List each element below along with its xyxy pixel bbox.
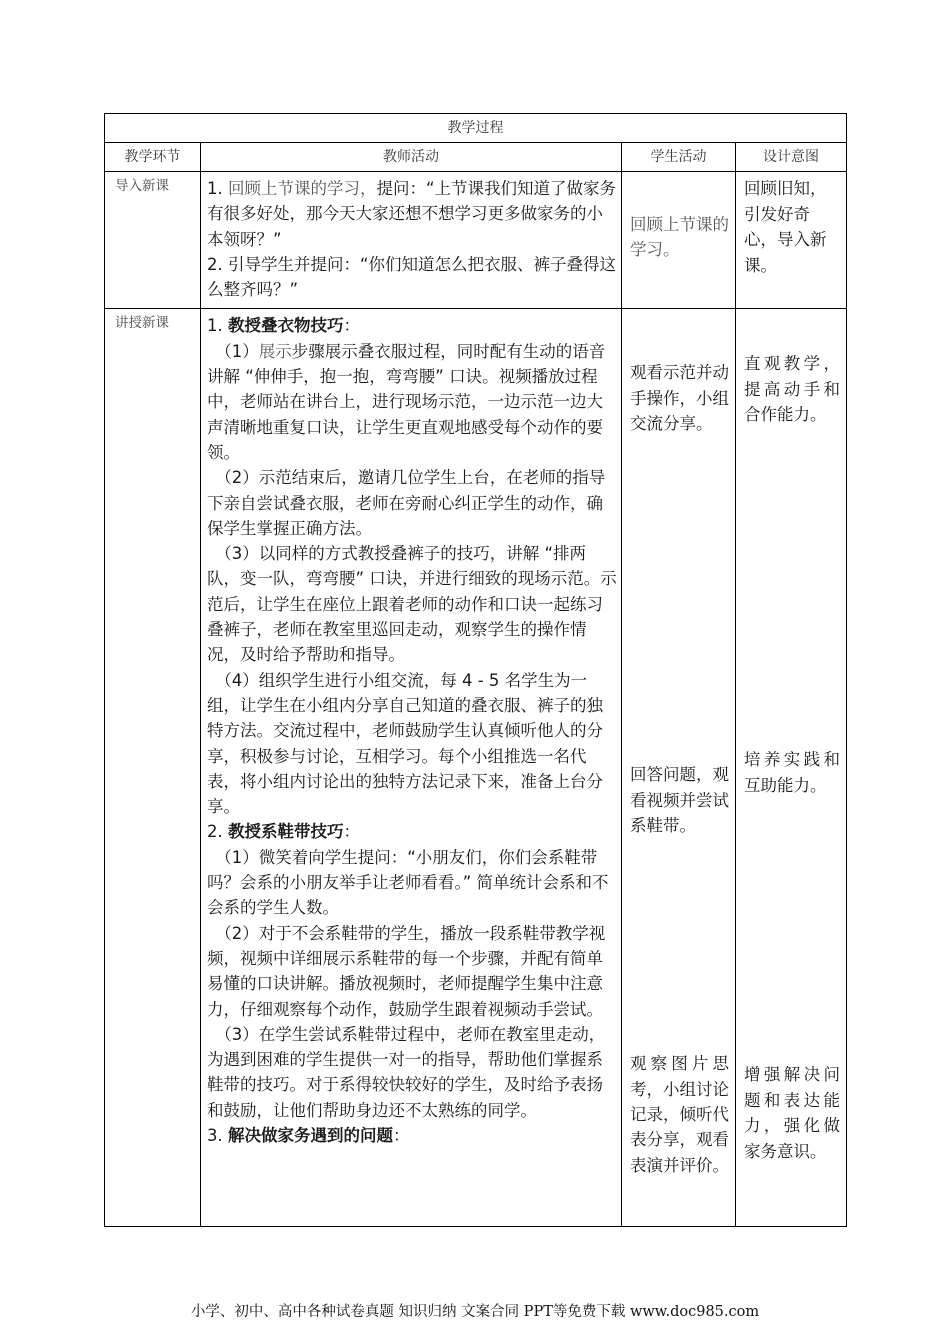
footer-text: 小学、初中、高中各种试卷真题 知识归纳 文案合同 PPT等免费下载 www.doc985.com — [190, 1304, 760, 1320]
student-activity-problems: 观察图片思考，小组讨论记录，倾听代表分享，观看表演并评价。 — [630, 1054, 729, 1175]
design-intent-shoelace: 培养实践和互助能力。 — [744, 750, 840, 795]
header-teacher-activity: 教师活动 — [201, 143, 622, 172]
header-stage: 教学环节 — [105, 143, 201, 172]
design-intent-problems: 增强解决问题和表达能力，强化做家务意识。 — [744, 1065, 840, 1161]
section-problems-heading — [207, 1123, 617, 1148]
student-activity-folding: 观看示范并动手操作，小组交流分享。 — [630, 363, 729, 434]
student-activity-intro-text: 回顾上节课的学习。 — [630, 215, 729, 260]
shoelace-step-2: （2）对于不会系鞋带的学生，播放一段系鞋带教学视频，视频中详细展示系鞋带的每一个步骤，并配有简单易懂的口诀讲解。播放视频时，老师提醒学生集中注意力，仔细观察每个动作，鼓励学生跟着视频动手尝试。 — [207, 923, 606, 1019]
table-row-intro — [105, 172, 847, 309]
table-row-new-lesson — [105, 309, 847, 1227]
section-folding-title: 教授叠衣物技巧 — [228, 316, 344, 336]
stage-intro: 导入新课 — [105, 172, 201, 309]
intro-step-1-review: 回顾上节课的学习， — [228, 179, 377, 198]
folding-step-4: （4）组织学生进行小组交流，每 4 - 5 名学生为一组，让学生在小组内分享自己知道的叠衣服、裤子的独特方法。交流过程中，老师鼓励学生认真倾听他人的分享，积极参与讨论，互相学习。每个小组推选一名代表，将小组内讨论出的独特方法记录下来，准备上台分享。 — [207, 670, 603, 817]
teacher-activity-intro — [201, 172, 622, 309]
intro-step-2: 2. 引导学生并提问：“你们知道怎么把衣服、裤子叠得这么整齐吗？” — [207, 254, 617, 300]
student-activity-new-lesson — [622, 309, 736, 1227]
folding-step-1-text: 步骤展示叠衣服过程，同时配有生动的语音讲解 “伸伸手，抱一抱，弯弯腰” 口诀。视频播放过程中，老师站在讲台上，进行现场示范，一边示范一边大声清晰地重复口诀，让学生更直观地感受每个动作的要领。 — [207, 341, 606, 462]
section-2-number: 2. — [207, 822, 228, 842]
folding-step-1 — [207, 339, 617, 465]
intro-step-1-question: 提问：“上节课我们知道了做家务有很多好处，那今天大家还想不想学习更多做家务的小本领呀？” — [207, 179, 617, 249]
section-2-colon: ： — [343, 822, 360, 842]
section-3-colon: ： — [393, 1125, 410, 1145]
table-title: 教学过程 — [105, 114, 847, 143]
shoelace-step-1: （1）微笑着向学生提问：“小朋友们，你们会系鞋带吗？会系的小朋友举手让老师看看。” 简单统计会系和不会系的学生人数。 — [207, 847, 609, 918]
intro-step-1 — [207, 176, 617, 252]
folding-step-1-prefix: （1） — [215, 341, 259, 361]
folding-step-3: （3）以同样的方式教授叠裤子的技巧，讲解 “排两队，变一队，弯弯腰” 口诀，并进行细致的现场示范。示范后，让学生在座位上跟着老师的动作和口诀一起练习叠裤子，老师在教室里巡回走动，观察学生的操作情况，及时给予帮助和指导。 — [207, 544, 617, 665]
header-design-intent: 设计意图 — [736, 143, 847, 172]
student-activity-shoelace: 回答问题，观看视频并尝试系鞋带。 — [630, 765, 729, 836]
section-shoelace-heading — [207, 819, 617, 844]
section-folding-heading — [207, 313, 617, 338]
section-3-number: 3. — [207, 1125, 228, 1145]
section-1-colon: ： — [343, 316, 360, 336]
intro-step-1-number: 1. — [207, 179, 228, 198]
section-problems-title: 解决做家务遇到的问题 — [228, 1125, 393, 1145]
header-student-activity: 学生活动 — [622, 143, 736, 172]
folding-step-1-show: 展示 — [258, 341, 292, 361]
folding-step-2: （2）示范结束后，邀请几位学生上台，在老师的指导下亲自尝试叠衣服，老师在旁耐心纠正学生的动作，确保学生掌握正确方法。 — [207, 468, 606, 538]
design-intent-intro: 回顾旧知，引发好奇心，导入新课。 — [736, 172, 847, 309]
lesson-process-table — [104, 113, 847, 1227]
stage-new-lesson: 讲授新课 — [105, 309, 201, 1227]
section-shoelace-title: 教授系鞋带技巧 — [228, 822, 344, 842]
teacher-activity-new-lesson — [201, 309, 622, 1227]
shoelace-step-3: （3）在学生尝试系鞋带过程中，老师在教室里走动，为遇到困难的学生提供一对一的指导，帮助他们掌握系鞋带的技巧。对于系得较快较好的学生，及时给予表扬和鼓励，让他们帮助身边还不太熟练的同学。 — [207, 1024, 606, 1120]
section-1-number: 1. — [207, 316, 228, 336]
student-activity-intro — [622, 172, 736, 309]
design-intent-folding: 直观教学，提高动手和合作能力。 — [744, 354, 840, 425]
design-intent-new-lesson — [736, 309, 847, 1227]
